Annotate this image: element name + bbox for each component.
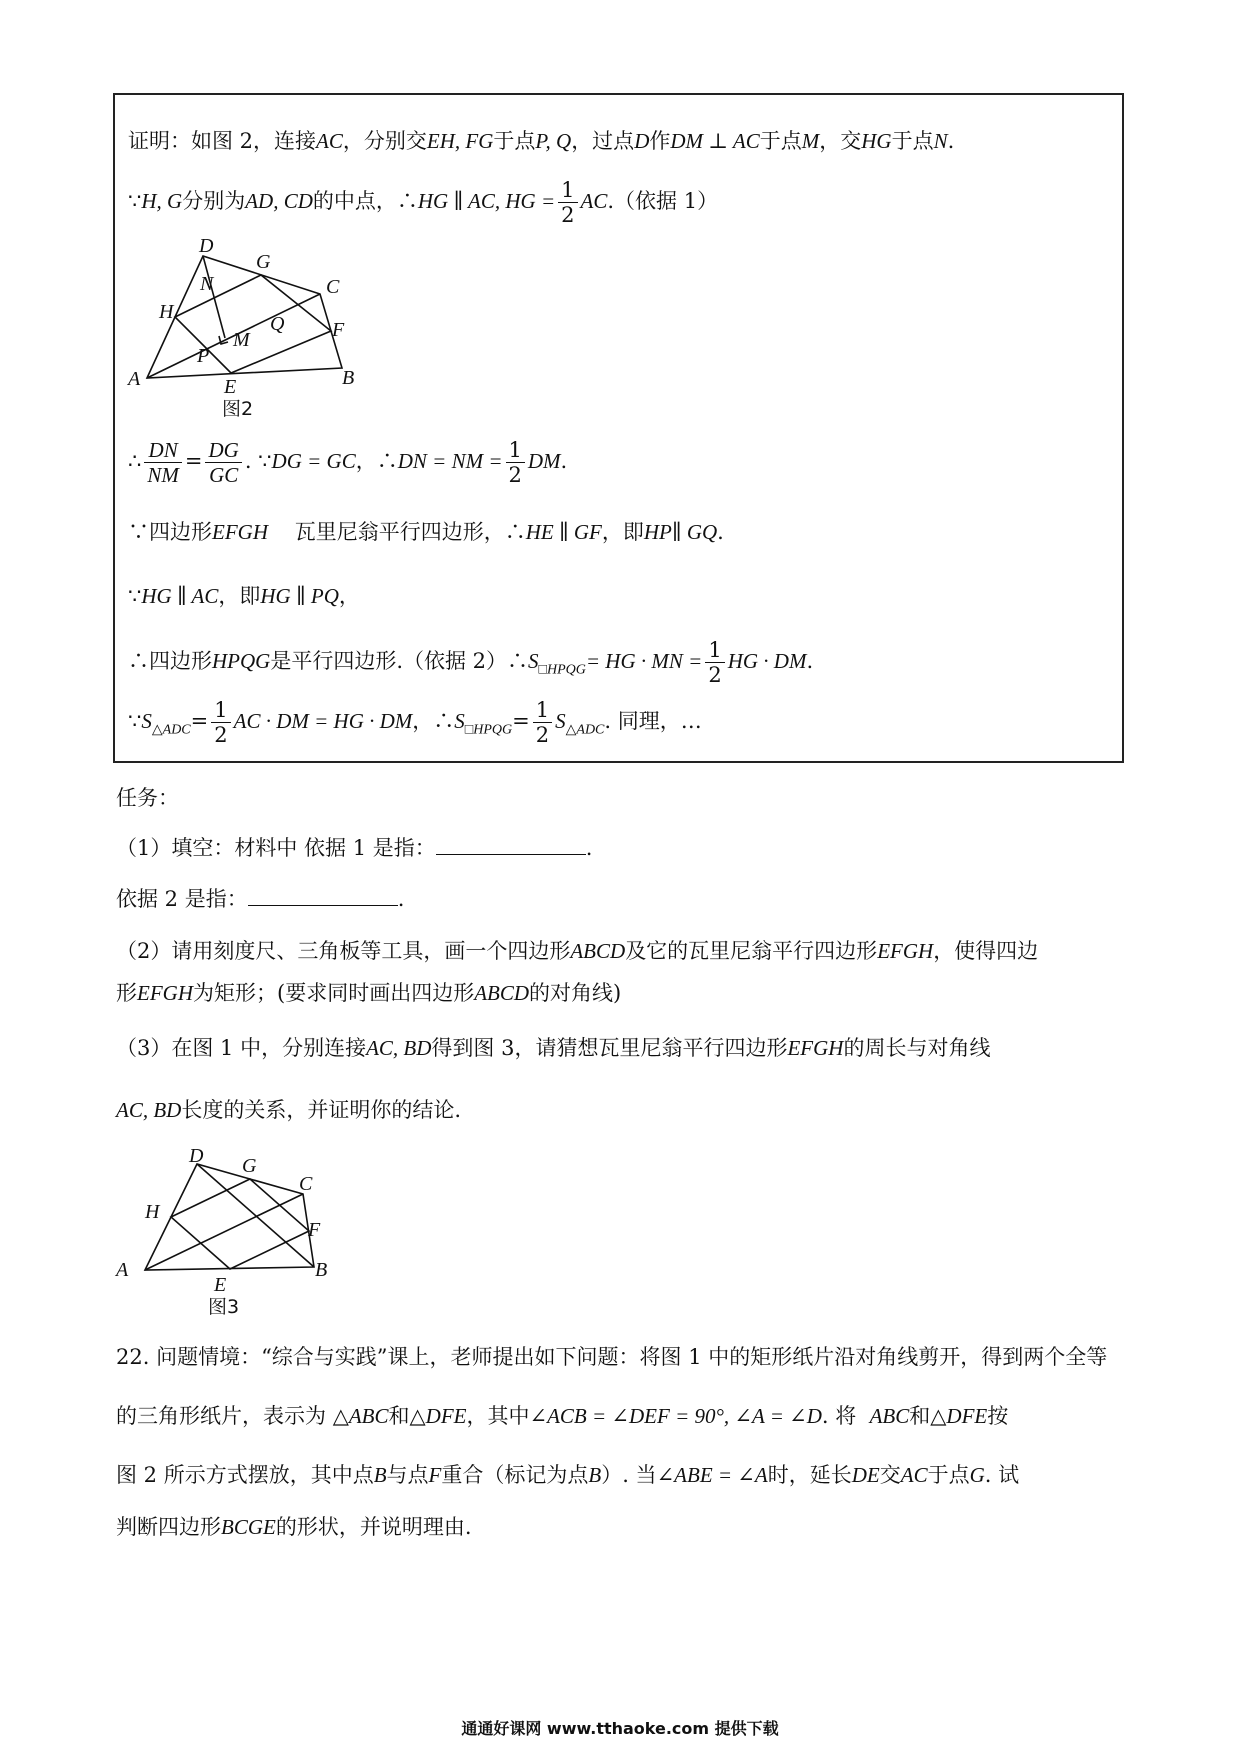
proof-line-6: ∴四边形HPQG是平行四边形.（依据 $2)\therefore S_{□HPQG}=$ HG · MN = $\frac{1}{2}$ HG · DM.: [128, 638, 814, 688]
fraction: $\frac{DG}{GC}$: [205, 438, 241, 487]
proof-line-4: ∵四边形EFGH 瓦里尼翁平行四边形，∴HE ∥ GF，即HP∥ GQ.: [128, 520, 724, 544]
proof-line-2: ∵H, G分别为AD, CD的中点，∴HG ∥ AC, HG = $\frac{1}{2}$ AC.（依据 1）: [128, 178, 719, 228]
proof-line-3: ∴ $\frac{DN}{NM}$ = $\frac{DG}{GC}$ . ∵DG = GC，∴DN = NM = $\frac{1}{2}$ DM.: [128, 438, 568, 488]
proof-line-5: ∵HG ∥ AC，即HG ∥ PQ，: [128, 584, 360, 608]
answer-blank-2[interactable]: [248, 885, 398, 906]
q22-line-4: 判断四边形BCGE的形状，并说明理由.: [116, 1515, 472, 1539]
tasks-title: 任务：: [116, 786, 179, 810]
label-Q: Q: [270, 313, 285, 335]
label-C: C: [326, 276, 340, 298]
label-F: F: [332, 319, 345, 341]
fraction: $\frac{1}{2}$: [211, 698, 230, 747]
label-E: E: [224, 376, 237, 398]
answer-blank-1[interactable]: [436, 834, 586, 855]
fraction: $\frac{1}{2}$: [705, 638, 724, 687]
label-P: P: [197, 345, 210, 367]
fraction: $\frac{1}{2}$: [506, 438, 525, 487]
fraction: $\frac{DN}{NM}$: [144, 438, 182, 487]
label-G: G: [256, 251, 271, 273]
label-C: C: [299, 1173, 313, 1195]
label-G: G: [242, 1155, 257, 1177]
label-B: B: [315, 1259, 328, 1281]
proof-line-7: $\because S_{\triangle ADC}=$ $\frac{1}{2}$ AC · DM = HG · DM，$\therefore S_{□HPQG}=$ $\frac{1}{2}$ $S_{\triangle ADC}$. 同理，…: [128, 698, 702, 748]
label-M: M: [233, 329, 250, 351]
q22-line-1: 22. 问题情境：“综合与实践”课上，老师提出如下问题：将图 1 中的矩形纸片沿对角线剪开，得到两个全等: [116, 1345, 1108, 1369]
figure-3-caption: 图3: [208, 1296, 240, 1318]
q22-line-2: 的三角形纸片，表示为 △ABC和△DFE，其中∠ACB = ∠DEF = 90°, ∠A = ∠D. 将 ABC和△DFE按: [116, 1404, 1009, 1428]
task-3-cont: AC, BD长度的关系，并证明你的结论.: [116, 1098, 462, 1122]
task-2: （2）请用刻度尺、三角板等工具，画一个四边形ABCD及它的瓦里尼翁平行四边形EFGH，使得四边: [116, 939, 1039, 963]
figure-2-caption: 图2: [222, 398, 254, 418]
task-1b: 依据 2 是指： .: [116, 887, 405, 911]
figure-3: [112, 1145, 352, 1335]
label-N: N: [200, 273, 214, 295]
label-F: F: [308, 1219, 321, 1241]
label-A: A: [128, 368, 141, 390]
page-footer: 通通好课网 www.tthaoke.com 提供下载: [461, 1719, 779, 1738]
label-D: D: [189, 1145, 204, 1167]
label-H: H: [159, 301, 174, 323]
label-H: H: [145, 1201, 160, 1223]
q22-line-3: 图 2 所示方式摆放，其中点B与点F重合（标记为点B）. 当∠ABE = ∠A时，延长DE交AC于点G. 试: [116, 1463, 1020, 1487]
task-3: （3）在图 1 中，分别连接AC, BD得到图 3，请猜想瓦里尼翁平行四边形EFGH的周长与对角线: [116, 1036, 991, 1060]
fraction: $\frac{1}{2}$: [558, 178, 577, 227]
label-E: E: [214, 1274, 227, 1296]
fraction: $\frac{1}{2}$: [533, 698, 552, 747]
task-2-cont: 形EFGH为矩形；(要求同时画出四边形ABCD的对角线): [116, 981, 622, 1005]
proof-line-1: 证明：如图 2，连接AC，分别交EH, FG于点P, Q，过点D作DM ⊥ AC于点M，交HG于点N.: [128, 129, 955, 153]
task-1a: （1）填空：材料中 依据 1 是指： .: [116, 836, 593, 860]
label-A: A: [116, 1259, 129, 1281]
label-B: B: [342, 367, 355, 389]
figure-2: [120, 238, 360, 418]
label-D: D: [199, 238, 214, 257]
